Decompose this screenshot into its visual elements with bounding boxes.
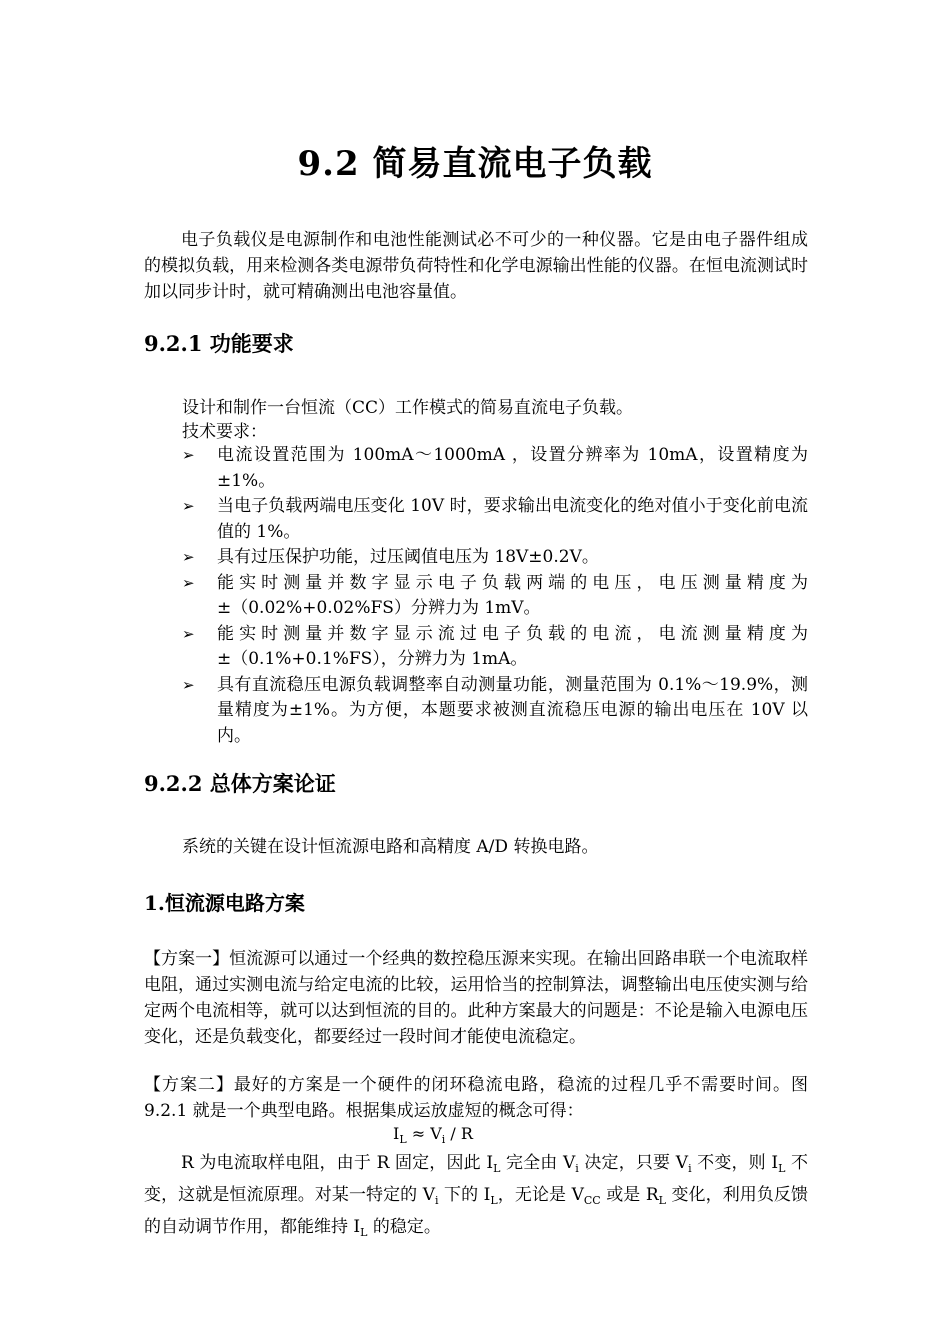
- current-formula: $I_L \approx V_i / R$: [393, 1124, 473, 1146]
- plan-two-paragraph: 【方案二】最好的方案是一个硬件的闭环稳流电路，稳流的过程几乎不需要时间。图 9.2.1 就是一个典型电路。根据集成运放虚短的概念可得：: [144, 1075, 808, 1121]
- list-item: ➢ 电流设置范围为 100mA～1000mA ，设置分辨率为 10mA，设置精度为±1%。: [182, 445, 808, 491]
- intro-paragraph: 电子负载仪是电源制作和电池性能测试必不可少的一种仪器。它是由电子器件组成的模拟负载，用来检测各类电源带负荷特性和化学电源输出性能的仪器。在恒电流测试时加以同步计时，就可精确测出电池容量值。: [144, 230, 808, 302]
- arrow-bullet-icon: ➢: [182, 548, 195, 566]
- section-heading-function: 9.2.1 功能要求: [144, 331, 294, 356]
- arrow-bullet-icon: ➢: [182, 624, 195, 643]
- scheme-paragraph: 系统的关键在设计恒流源电路和高精度 A/D 转换电路。: [182, 837, 599, 857]
- constant-current-explanation: R 为电流取样电阻，由于 R 固定，因此 $I_L$ 完全由 $V_i$ 决定，只要 $V_i$ 不变，则 $I_L$ 不变，这就是恒流原理。对某一特定的 $V_i$ 下的 $I_L$，无论是 $V_{CC}$ 或是 $R_L$ 变化，利用负反馈的自动调节作用，都能维持 $I_L$ 的稳定。: [144, 1153, 809, 1239]
- subsection-heading-current-source: 1.恒流源电路方案: [144, 891, 305, 915]
- plan-one-paragraph: 【方案一】恒流源可以通过一个经典的数控稳压源来实现。在输出回路串联一个电流取样电阻，通过实测电流与给定电流的比较，运用恰当的控制算法，调整输出电压使实测与给定两个电流相等，就可以达到恒流的目的。此种方案最大的问题是：不论是输入电源电压变化，还是负载变化，都要经过一段时间才能使电流稳定。: [144, 949, 808, 1047]
- list-item: ➢ 具有过压保护功能，过压阈值电压为 18V±0.2V。: [182, 545, 808, 571]
- arrow-bullet-icon: ➢: [182, 497, 195, 515]
- list-item: ➢ 具有直流稳压电源负载调整率自动测量功能，测量范围为 0.1%～19.9%，测量精度为±1%。为方便，本题要求被测直流稳压电源的输出电压在 10V 以内。: [182, 674, 808, 746]
- arrow-bullet-icon: ➢: [182, 573, 195, 592]
- page-title: 9.2 简易直流电子负载: [297, 144, 653, 184]
- arrow-bullet-icon: ➢: [182, 446, 195, 464]
- list-item: ➢ 能实时测量并数字显示电子负载两端的电压，电压测量精度为±（0.02%+0.02%FS）分辨力为 1mV。: [182, 572, 808, 618]
- requirements-list: [182, 443, 808, 749]
- section-heading-overall-scheme: 9.2.2 总体方案论证: [144, 771, 336, 796]
- list-item: ➢ 当电子负载两端电压变化 10V 时，要求输出电流变化的绝对值小于变化前电流值的 1%。: [182, 496, 808, 542]
- list-item: ➢ 能实时测量并数字显示流过电子负载的电流，电流测量精度为±（0.1%+0.1%FS），分辨力为 1mA。: [182, 623, 808, 669]
- requirements-label: 技术要求：: [182, 422, 267, 442]
- task-text: 设计和制作一台恒流（CC）工作模式的简易直流电子负载。: [182, 398, 634, 418]
- arrow-bullet-icon: ➢: [182, 675, 195, 694]
